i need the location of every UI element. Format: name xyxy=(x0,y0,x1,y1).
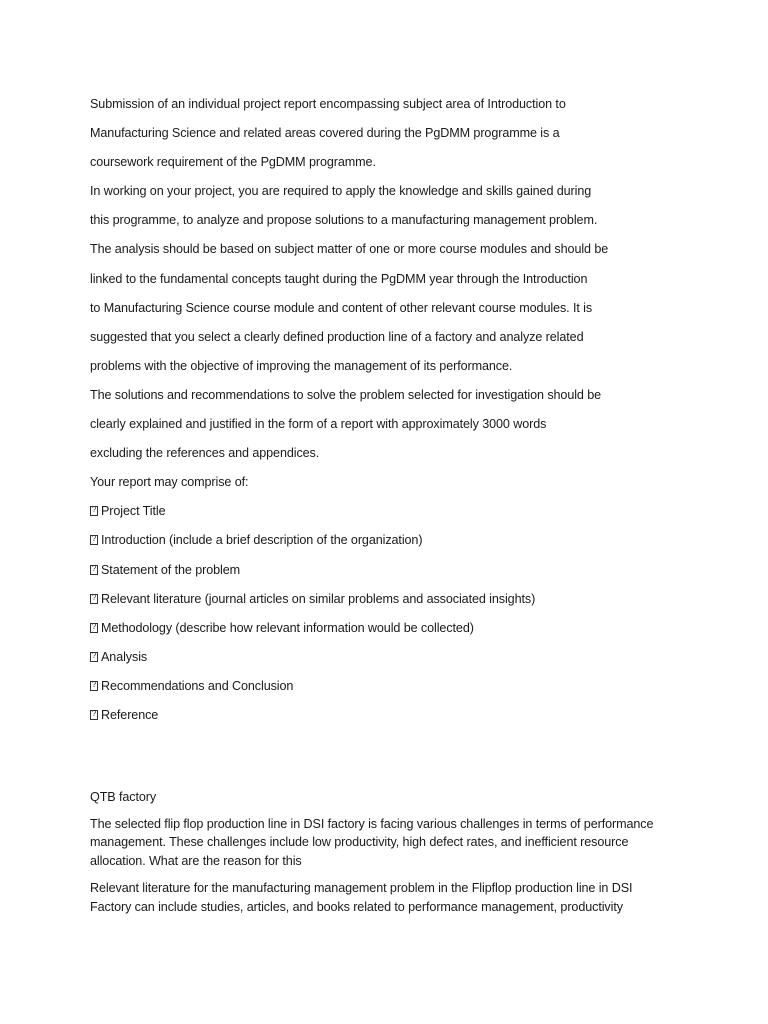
missing-glyph-icon xyxy=(90,681,98,691)
list-item xyxy=(90,614,680,643)
list-item xyxy=(90,643,680,672)
missing-glyph-icon xyxy=(90,535,98,545)
brief-line: Submission of an individual project report encompassing subject area of Introduction to xyxy=(90,97,566,111)
list-item xyxy=(90,497,680,526)
brief-line: In working on your project, you are required to apply the knowledge and skills gained during xyxy=(90,184,592,199)
paragraph-line: allocation. What are the reason for this xyxy=(90,853,302,868)
list-item-label: Recommendations and Conclusion xyxy=(101,678,294,693)
list-item xyxy=(90,701,680,730)
list-item-label: Reference xyxy=(101,707,159,722)
report-outline-list xyxy=(90,497,680,730)
list-item xyxy=(90,585,680,614)
brief-line: coursework requirement of the PgDMM programme. xyxy=(90,155,376,170)
paragraph-gap xyxy=(90,807,680,815)
assignment-brief xyxy=(90,90,680,497)
paragraph-gap xyxy=(90,870,680,879)
missing-glyph-icon xyxy=(90,565,98,575)
section-heading: QTB factory xyxy=(90,790,157,805)
list-item-label: Project Title xyxy=(101,504,166,519)
list-item-label: Methodology (describe how relevant information would be collected) xyxy=(101,620,474,635)
brief-line: suggested that you select a clearly defined production line of a factory and analyze related xyxy=(90,329,584,344)
document-body xyxy=(90,90,680,916)
paragraph-line: Relevant literature for the manufacturing management problem in the Flipflop production line in DSI xyxy=(90,881,633,896)
brief-line: this programme, to analyze and propose solutions to a manufacturing management problem. xyxy=(90,213,598,228)
missing-glyph-icon xyxy=(90,594,98,604)
brief-line: to Manufacturing Science course module and content of other relevant course modules. It is xyxy=(90,300,593,315)
brief-line: problems with the objective of improving the management of its performance. xyxy=(90,358,513,373)
paragraph-line: The selected flip flop production line in DSI factory is facing various challenges in terms of performance xyxy=(90,816,654,831)
brief-line: Your report may comprise of: xyxy=(90,475,249,490)
paragraph-line: management. These challenges include low productivity, high defect rates, and inefficient resource xyxy=(90,835,629,850)
missing-glyph-icon xyxy=(90,710,98,720)
list-item-label: Statement of the problem xyxy=(101,562,241,577)
brief-line: Manufacturing Science and related areas covered during the PgDMM programme is a xyxy=(90,126,560,141)
list-item-label: Relevant literature (journal articles on similar problems and associated insights) xyxy=(101,591,536,606)
brief-line: The solutions and recommendations to solve the problem selected for investigation should be xyxy=(90,387,602,402)
list-item xyxy=(90,556,680,585)
missing-glyph-icon xyxy=(90,652,98,662)
list-item xyxy=(90,526,680,555)
paragraph-line: Factory can include studies, articles, and books related to performance management, productivity xyxy=(90,899,623,914)
brief-line: linked to the fundamental concepts taught during the PgDMM year through the Introduction xyxy=(90,271,588,286)
blank-space xyxy=(90,730,680,788)
project-notes xyxy=(90,788,680,916)
brief-line: excluding the references and appendices. xyxy=(90,446,320,461)
missing-glyph-icon xyxy=(90,623,98,633)
missing-glyph-icon xyxy=(90,506,98,516)
brief-line: The analysis should be based on subject matter of one or more course modules and should be xyxy=(90,242,609,257)
list-item xyxy=(90,672,680,701)
list-item-label: Analysis xyxy=(101,649,148,664)
list-item-label: Introduction (include a brief description of the organization) xyxy=(101,533,423,548)
brief-line: clearly explained and justified in the form of a report with approximately 3000 words xyxy=(90,417,547,432)
